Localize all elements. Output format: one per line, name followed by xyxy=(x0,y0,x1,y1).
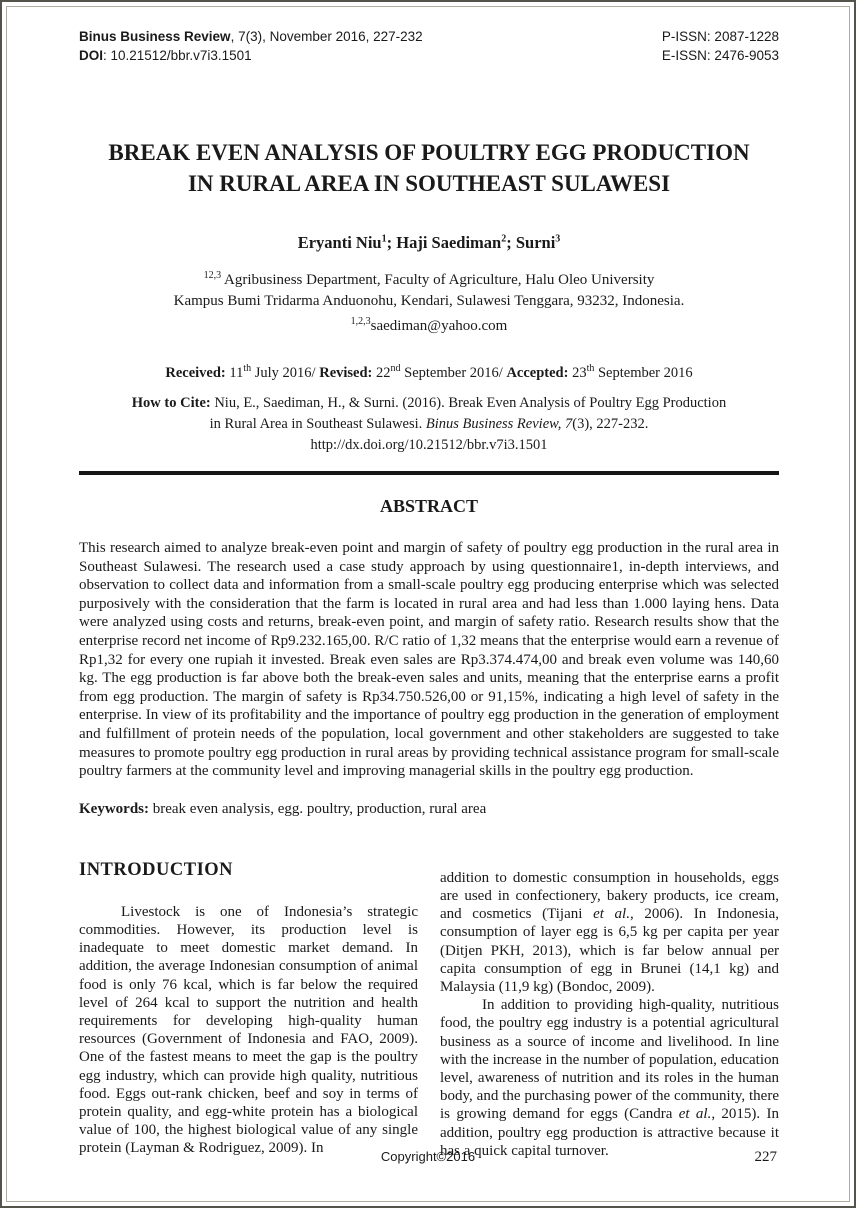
horizontal-rule xyxy=(79,471,779,475)
cite-line-2 xyxy=(79,414,779,435)
keywords-list: break even analysis, egg. poultry, production, rural area xyxy=(149,800,487,817)
doi-label: DOI xyxy=(79,48,104,63)
revised-label: Revised: xyxy=(319,365,373,381)
cite-label: How to Cite: xyxy=(131,395,211,411)
paragraph-text: , 2006). In Indonesia, consumption of layer egg is 6,5 kg per capita per year (Ditjen PKH, 2013), which is far below annual per capita consumption of egg in Brunei (14,1 kg) and Malaysia (11,9 kg) (Bondoc, 2009). xyxy=(440,906,779,995)
journal-line xyxy=(79,27,423,46)
title-line-1: BREAK EVEN ANALYSIS OF POULTRY EGG PRODUCTION xyxy=(108,140,750,165)
author-2: Haji Saediman xyxy=(396,233,502,252)
et-al-italic: et al. xyxy=(593,906,630,923)
introduction-paragraph-1: Livestock is one of Indonesia’s strategic commodities. However, its production level is inadequate to meet domestic market demand. In addition, the average Indonesian consumption of animal food is only 76 kcal, which is far below the required level of 264 kcal to support the nutrition and health requirements for developing high-quality human resources (Government of Indonesia and FAO, 2009). One of the fastest means to meet the gap is the poultry egg industry, which can provide high quality, nutritious food. Eggs out-rank chicken, beef and soy in terms of protein quality, and egg-white protein has a biological value of 100, the highest biological value of any single protein (Layman & Rodriguez, 2009). In xyxy=(79,903,418,1157)
page-number: 227 xyxy=(754,1149,777,1165)
accepted-date: 23 xyxy=(568,365,587,381)
cite-title-rest: in Rural Area in Southeast Sulawesi. xyxy=(209,416,426,432)
accepted-label: Accepted: xyxy=(506,365,569,381)
affiliation-block xyxy=(79,270,779,337)
et-al-italic: et al. xyxy=(678,1106,712,1123)
journal-name: Binus Business Review xyxy=(79,29,231,44)
accepted-rest: September 2016 xyxy=(594,365,693,381)
abstract-text: This research aimed to analyze break-even point and margin of safety of poultry egg production in the rural area in Southeast Sulawesi. The research used a case study approach by using questionnaire1, in-depth interviews, and observation to collect data and information from a small-scale poultry egg producing enterprise which was selected purposively with the consideration that the farm is located in rural area and had less than 1.000 laying hens. Data were analyzed using costs and returns, break-even point, and margin of safety ratio. Research results show that the enterprise record net income of Rp9.232.165,00. R/C ratio of 1,32 means that the enterprise would earn a revenue of Rp1,32 for every one rupiah it invested. Break even sales are Rp3.374.474,00 and break even volume was 140,60 kg. The egg production is far above both the break-even sales and units, meaning that the enterprise earns a profit from egg production. The margin of safety is Rp34.750.526,00 or 91,15%, indicating a high level of safety in the enterprise. In view of its profitability and the importance of poultry egg production in the generation of employment and fulfillment of protein needs of the population, local government and other stakeholders are suggested to take measures to promote poultry egg production in rural areas by providing technical assistance program for small-scale poultry farmers at the community level and improving managerial skills in the poultry egg production. xyxy=(79,540,779,780)
title-line-2: IN RURAL AREA IN SOUTHEAST SULAWESI xyxy=(187,171,671,196)
author-2-affil-mark: 2 xyxy=(501,233,507,245)
doi-value: : 10.21512/bbr.v7i3.1501 xyxy=(103,48,252,63)
p-issn: P-ISSN: 2087-1228 xyxy=(661,29,779,44)
cite-journal-italic: Binus Business Review, 7 xyxy=(425,416,573,432)
paragraph-text: In addition to providing high-quality, nutritious food, the poultry egg industry is a potential agricultural business as a source of income and livelihood. In line with the increase in the number of population, education level, awareness of nutrition and its roles in the human body, and the purchasing power of the community, there is growing demand for eggs (Candra xyxy=(440,997,779,1123)
how-to-cite-block xyxy=(79,393,779,456)
affiliation-department: Agribusiness Department, Faculty of Agriculture, Halu Oleo University xyxy=(221,272,655,288)
received-label: Received: xyxy=(165,365,226,381)
right-column xyxy=(440,860,779,1160)
page-header xyxy=(79,27,779,65)
e-issn: E-ISSN: 2476-9053 xyxy=(661,48,779,63)
affiliation-line-1 xyxy=(79,270,779,291)
affiliation-sup: 12,3 xyxy=(203,270,222,281)
cite-pages: (3), 227-232. xyxy=(572,416,649,432)
abstract-heading: ABSTRACT xyxy=(379,496,479,516)
email-sup: 1,2,3 xyxy=(350,316,371,327)
affiliation-line-2: Kampus Bumi Tridarma Anduonohu, Kendari, Sulawesi Tenggara, 93232, Indonesia. xyxy=(173,293,685,309)
cite-authors: Niu, E., Saediman, H., & Surni. (2016). Break Even Analysis of Poultry Egg Production xyxy=(210,395,727,411)
introduction-section xyxy=(79,860,779,1160)
accepted-ordinal: th xyxy=(586,363,595,375)
journal-issue: , 7(3), November 2016, 227-232 xyxy=(230,29,423,44)
received-ordinal: th xyxy=(243,363,252,375)
revised-date: 22 xyxy=(372,365,391,381)
author-3-affil-mark: 3 xyxy=(555,233,561,245)
keywords-line xyxy=(79,801,779,818)
journal-info xyxy=(79,27,423,65)
introduction-paragraph-1-continued xyxy=(440,869,779,996)
cite-doi-url: http://dx.doi.org/10.21512/bbr.v7i3.1501 xyxy=(310,437,548,453)
page-footer xyxy=(7,1149,849,1167)
received-rest: July 2016/ xyxy=(251,365,320,381)
author-email: saediman@yahoo.com xyxy=(370,318,508,334)
authors-line xyxy=(79,233,779,253)
copyright-text: Copyright©2016 xyxy=(380,1149,476,1164)
page-frame xyxy=(6,6,850,1202)
issn-info xyxy=(662,27,779,65)
paragraph-text: addition to domestic consumption in households, eggs are used in confectionery, bakery products, ice cream, and cosmetics (Tijani xyxy=(440,869,779,923)
author-1-affil-mark: 1 xyxy=(381,233,387,245)
article-dates xyxy=(79,365,779,382)
author-separator: ; xyxy=(506,233,516,252)
keywords-label: Keywords: xyxy=(79,800,149,817)
author-1: Eryanti Niu xyxy=(297,233,382,252)
revised-rest: September 2016/ xyxy=(400,365,507,381)
article-title xyxy=(79,137,779,199)
paragraph-text: , 2015). In addition, poultry egg production is attractive because it has a quick capital turnover. xyxy=(440,1106,779,1159)
received-date: 11 xyxy=(225,365,244,381)
email-line xyxy=(79,316,779,337)
introduction-heading: INTRODUCTION xyxy=(79,859,234,880)
doi-line xyxy=(79,46,423,65)
revised-ordinal: nd xyxy=(390,363,401,375)
introduction-paragraph-2 xyxy=(440,996,779,1160)
left-column xyxy=(79,860,418,1160)
author-separator: ; xyxy=(386,233,397,252)
author-3: Surni xyxy=(515,233,556,252)
cite-line-1 xyxy=(79,393,779,414)
